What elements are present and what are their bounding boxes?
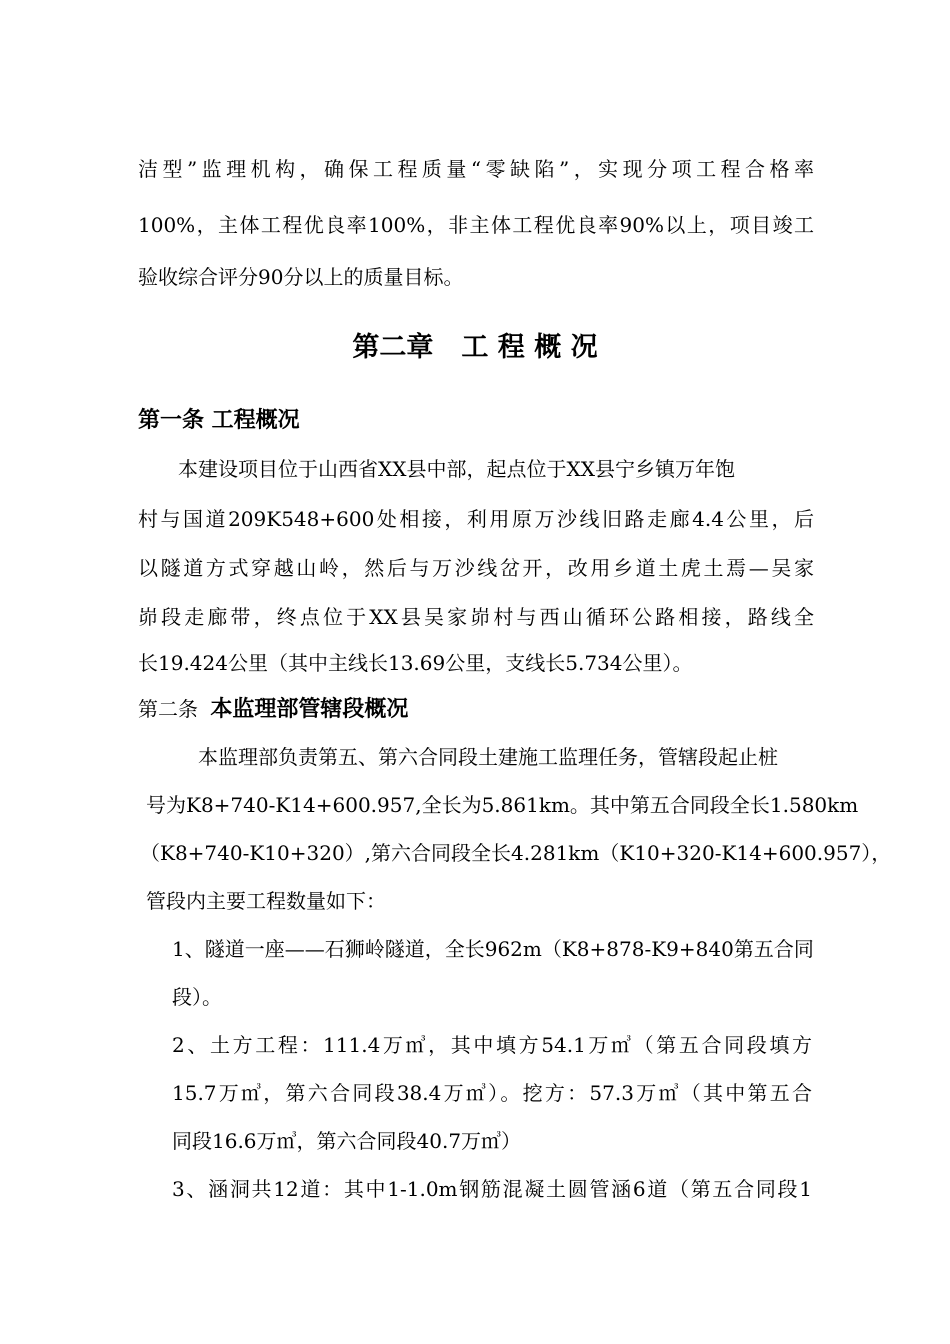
list-item-2b: 15.7万㎥，第六合同段38.4万㎥）。挖方：57.3万㎥（其中第五合 [172,1081,812,1105]
article-2-line-2: 号为K8+740-K14+600.957,全长为5.861km。其中第五合同段全长1.580km [146,793,859,817]
list-item-1b: 段）。 [172,985,222,1009]
article-1-line-5: 长19.424公里（其中主线长13.69公里，支线长5.734公里）。 [138,651,693,675]
list-item-2a: 2、土方工程：111.4万㎥，其中填方54.1万㎥（第五合同段填方 [172,1033,812,1057]
chapter-heading [0,328,950,368]
article-2-line-4: 管段内主要工程数量如下： [146,889,386,913]
article-2-line-1: 本监理部负责第五、第六合同段土建施工监理任务，管辖段起止桩 [198,745,778,769]
article-2-line-3: （K8+740-K10+320）,第六合同段全长4.281km（K10+320-K14+600.957）， [140,841,892,865]
article-2-title: 本监理部管辖段概况 [210,697,409,722]
article-1-line-3: 以隧道方式穿越山岭，然后与万沙线岔开，改用乡道土虎土焉—吴家 [138,556,814,580]
article-1-title: 第一条 工程概况 [138,408,300,433]
article-2-prefix: 第二条 [138,697,198,721]
list-item-1a: 1、隧道一座——石狮岭隧道，全长962m（K8+878-K9+840第五合同 [172,937,814,961]
chapter-title: 工 程 概 况 [461,332,598,363]
article-1-line-2: 村与国道209K548+600处相接，利用原万沙线旧路走廊4.4公里，后 [138,507,814,531]
intro-line-3: 验收综合评分90分以上的质量目标。 [138,265,464,289]
list-item-2c: 同段16.6万㎥，第六合同段40.7万㎥） [172,1129,522,1153]
article-1-line-1: 本建设项目位于山西省XX县中部，起点位于XX县宁乡镇万年饱 [178,457,735,481]
article-2-heading [138,694,408,725]
list-item-3a: 3、涵洞共12道：其中1-1.0m钢筋混凝土圆管涵6道（第五合同段1 [172,1177,812,1201]
chapter-number: 第二章 [352,332,434,363]
intro-line-2: 100%，主体工程优良率100%，非主体工程优良率90%以上，项目竣工 [138,213,814,237]
article-1-line-4: 峁段走廊带，终点位于XX县吴家峁村与西山循环公路相接，路线全 [138,605,814,629]
intro-line-1: 洁型”监理机构，确保工程质量“零缺陷”，实现分项工程合格率 [138,157,814,181]
